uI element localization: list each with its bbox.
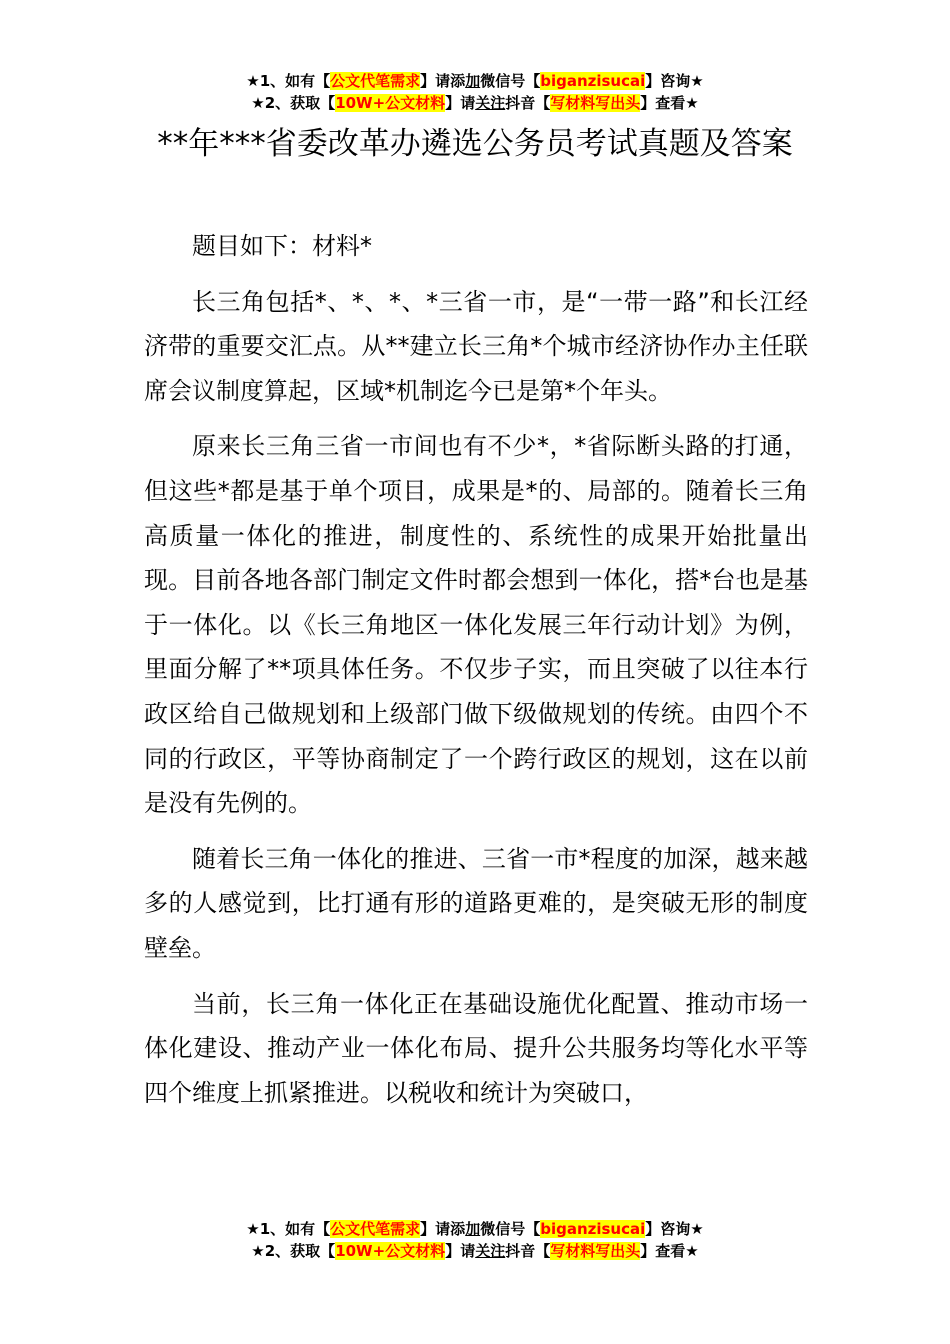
banner-text: 】请添 <box>420 72 466 90</box>
paragraph: 随着长三角一体化的推进、三省一市*程度的加深，越来越多的人感觉到，比打通有形的道路更难的，是突破无形的制度壁垒。 <box>144 844 808 962</box>
banner-line-2 <box>0 92 950 114</box>
paragraph: 当前，长三角一体化正在基础设施优化配置、推动市场一体化建设、推动产业一体化布局、提升公共服务均等化水平等四个维度上抓紧推进。以税收和统计为突破口， <box>144 989 808 1107</box>
banner-text: 抖音【 <box>505 1242 551 1260</box>
paragraph: 长三角包括*、*、*、*三省一市，是“一带一路”和长江经济带的重要交汇点。从**建立长三角*个城市经济协作办主任联席会议制度算起，区域*机制迄今已是第*个年头。 <box>144 287 808 405</box>
banner-highlight: 公文代笔需求 <box>330 72 421 90</box>
banner-highlight: 写材料写出头 <box>550 1242 641 1260</box>
banner-line-1 <box>0 70 950 92</box>
banner-text: 】请添 <box>420 1220 466 1238</box>
banner-line-2 <box>0 1240 950 1262</box>
banner-underlined-text: 关注 <box>475 94 506 112</box>
banner-highlight: 10W+公文材料 <box>335 94 446 112</box>
banner-text: 微信号【 <box>480 1220 541 1238</box>
banner-text: ★2、获取【 <box>251 94 336 112</box>
footer-banner <box>0 1218 950 1262</box>
document-body <box>144 224 808 1126</box>
banner-highlight: biganzisucai <box>540 1220 646 1238</box>
banner-text: 】咨询★ <box>645 1220 704 1238</box>
banner-underlined-text: 加 <box>465 1220 481 1238</box>
paragraph: 题目如下：材料* <box>192 232 372 260</box>
banner-underlined-text: 加 <box>465 72 481 90</box>
banner-text: 】请 <box>445 1242 476 1260</box>
banner-text: ★1、如有【 <box>246 72 331 90</box>
banner-highlight: 写材料写出头 <box>550 94 641 112</box>
banner-underlined-text: 关注 <box>475 1242 506 1260</box>
header-banner <box>0 70 950 114</box>
banner-highlight: 公文代笔需求 <box>330 1220 421 1238</box>
banner-line-1 <box>0 1218 950 1240</box>
banner-text: 】请 <box>445 94 476 112</box>
banner-text: 微信号【 <box>480 72 541 90</box>
paragraph: 原来长三角三省一市间也有不少*，*省际断头路的打通，但这些*都是基于单个项目，成果是*的、局部的。随着长三角高质量一体化的推进，制度性的、系统性的成果开始批量出现。目前各地各部门制定文件时都会想到一体化，搭*台也是基于一体化。以《长三角地区一体化发展三年行动计划》为例，里面分解了**项具体任务。不仅步子实，而且突破了以往本行政区给自己做规划和上级部门做下级做规划的传统。由四个不同的行政区，平等协商制定了一个跨行政区的规划，这在以前是没有先例的。 <box>144 432 808 818</box>
document-title: **年***省委改革办遴选公务员考试真题及答案 <box>157 126 793 162</box>
banner-text: 抖音【 <box>505 94 551 112</box>
banner-highlight: biganzisucai <box>540 72 646 90</box>
banner-text: 】咨询★ <box>645 72 704 90</box>
banner-text: ★2、获取【 <box>251 1242 336 1260</box>
banner-text: 】查看★ <box>640 1242 699 1260</box>
banner-highlight: 10W+公文材料 <box>335 1242 446 1260</box>
banner-text: ★1、如有【 <box>246 1220 331 1238</box>
banner-text: 】查看★ <box>640 94 699 112</box>
